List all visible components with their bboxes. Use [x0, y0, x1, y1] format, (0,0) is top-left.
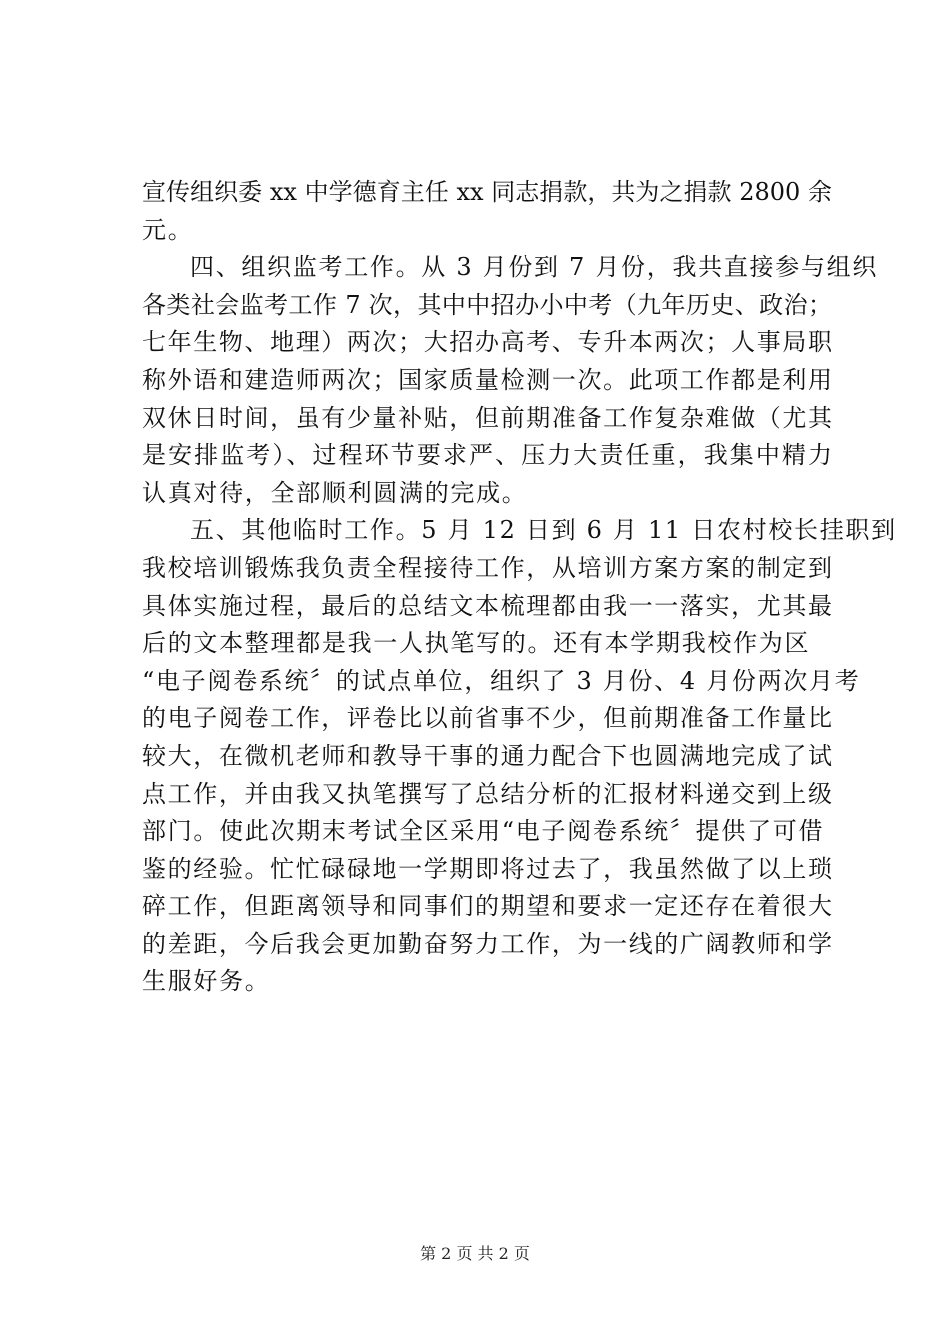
text-line: 称外语和建造师两次；国家质量检测一次。此项工作都是利用 — [142, 365, 832, 394]
text-line: 具体实施过程，最后的总结文本梳理都由我一一落实，尤其最 — [142, 591, 832, 620]
page-number-footer: 第 2 页 共 2 页 — [420, 1244, 530, 1263]
text-line: 碎工作，但距离领导和同事们的期望和要求一定还存在着很大 — [142, 892, 832, 921]
text-line: 的差距，今后我会更加勤奋努力工作，为一线的广阔教师和学 — [142, 929, 832, 958]
text-line: 的电子阅卷工作，评卷比以前省事不少，但前期准备工作量比 — [142, 704, 832, 733]
text-line: 双休日时间，虽有少量补贴，但前期准备工作复杂难做（尤其 — [142, 403, 832, 432]
text-line: 我校培训锻炼我负责全程接待工作，从培训方案方案的制定到 — [142, 553, 832, 582]
text-line: 生服好务。 — [142, 967, 271, 996]
document-body — [142, 174, 897, 1001]
paragraph-start-line: 五、其他临时工作。5 月 12 日到 6 月 11 日农村校长挂职到 — [190, 516, 897, 545]
paragraph-start-line: 四、组织监考工作。从 3 月份到 7 月份，我共直接参与组织 — [190, 253, 879, 282]
text-line: 后的文本整理都是我一人执笔写的。还有本学期我校作为区 — [142, 629, 811, 658]
text-line: 元。 — [142, 215, 194, 244]
text-line: 鉴的经验。忙忙碌碌地一学期即将过去了，我虽然做了以上琐 — [142, 854, 832, 883]
text-line: 较大，在微机老师和教导干事的通力配合下也圆满地完成了试 — [142, 741, 832, 770]
text-line: 各类社会监考工作 7 次，其中中招办小中考（九年历史、政治； — [142, 290, 832, 319]
text-line: 七年生物、地理）两次；大招办高考、专升本两次；人事局职 — [142, 328, 832, 357]
text-line: 是安排监考）、过程环节要求严、压力大责任重，我集中精力 — [142, 441, 832, 470]
text-line: 点工作，并由我又执笔撰写了总结分析的汇报材料递交到上级 — [142, 779, 832, 808]
text-line: 部门。使此次期末考试全区采用“电子阅卷系统〞提供了可借 — [142, 817, 825, 846]
text-line: 宣传组织委 xx 中学德育主任 xx 同志捐款，共为之捐款 2800 余 — [142, 178, 832, 206]
text-line: “电子阅卷系统〞的试点单位，组织了 3 月份、4 月份两次月考 — [142, 666, 861, 695]
text-line: 认真对待，全部顺利圆满的完成。 — [142, 478, 528, 507]
